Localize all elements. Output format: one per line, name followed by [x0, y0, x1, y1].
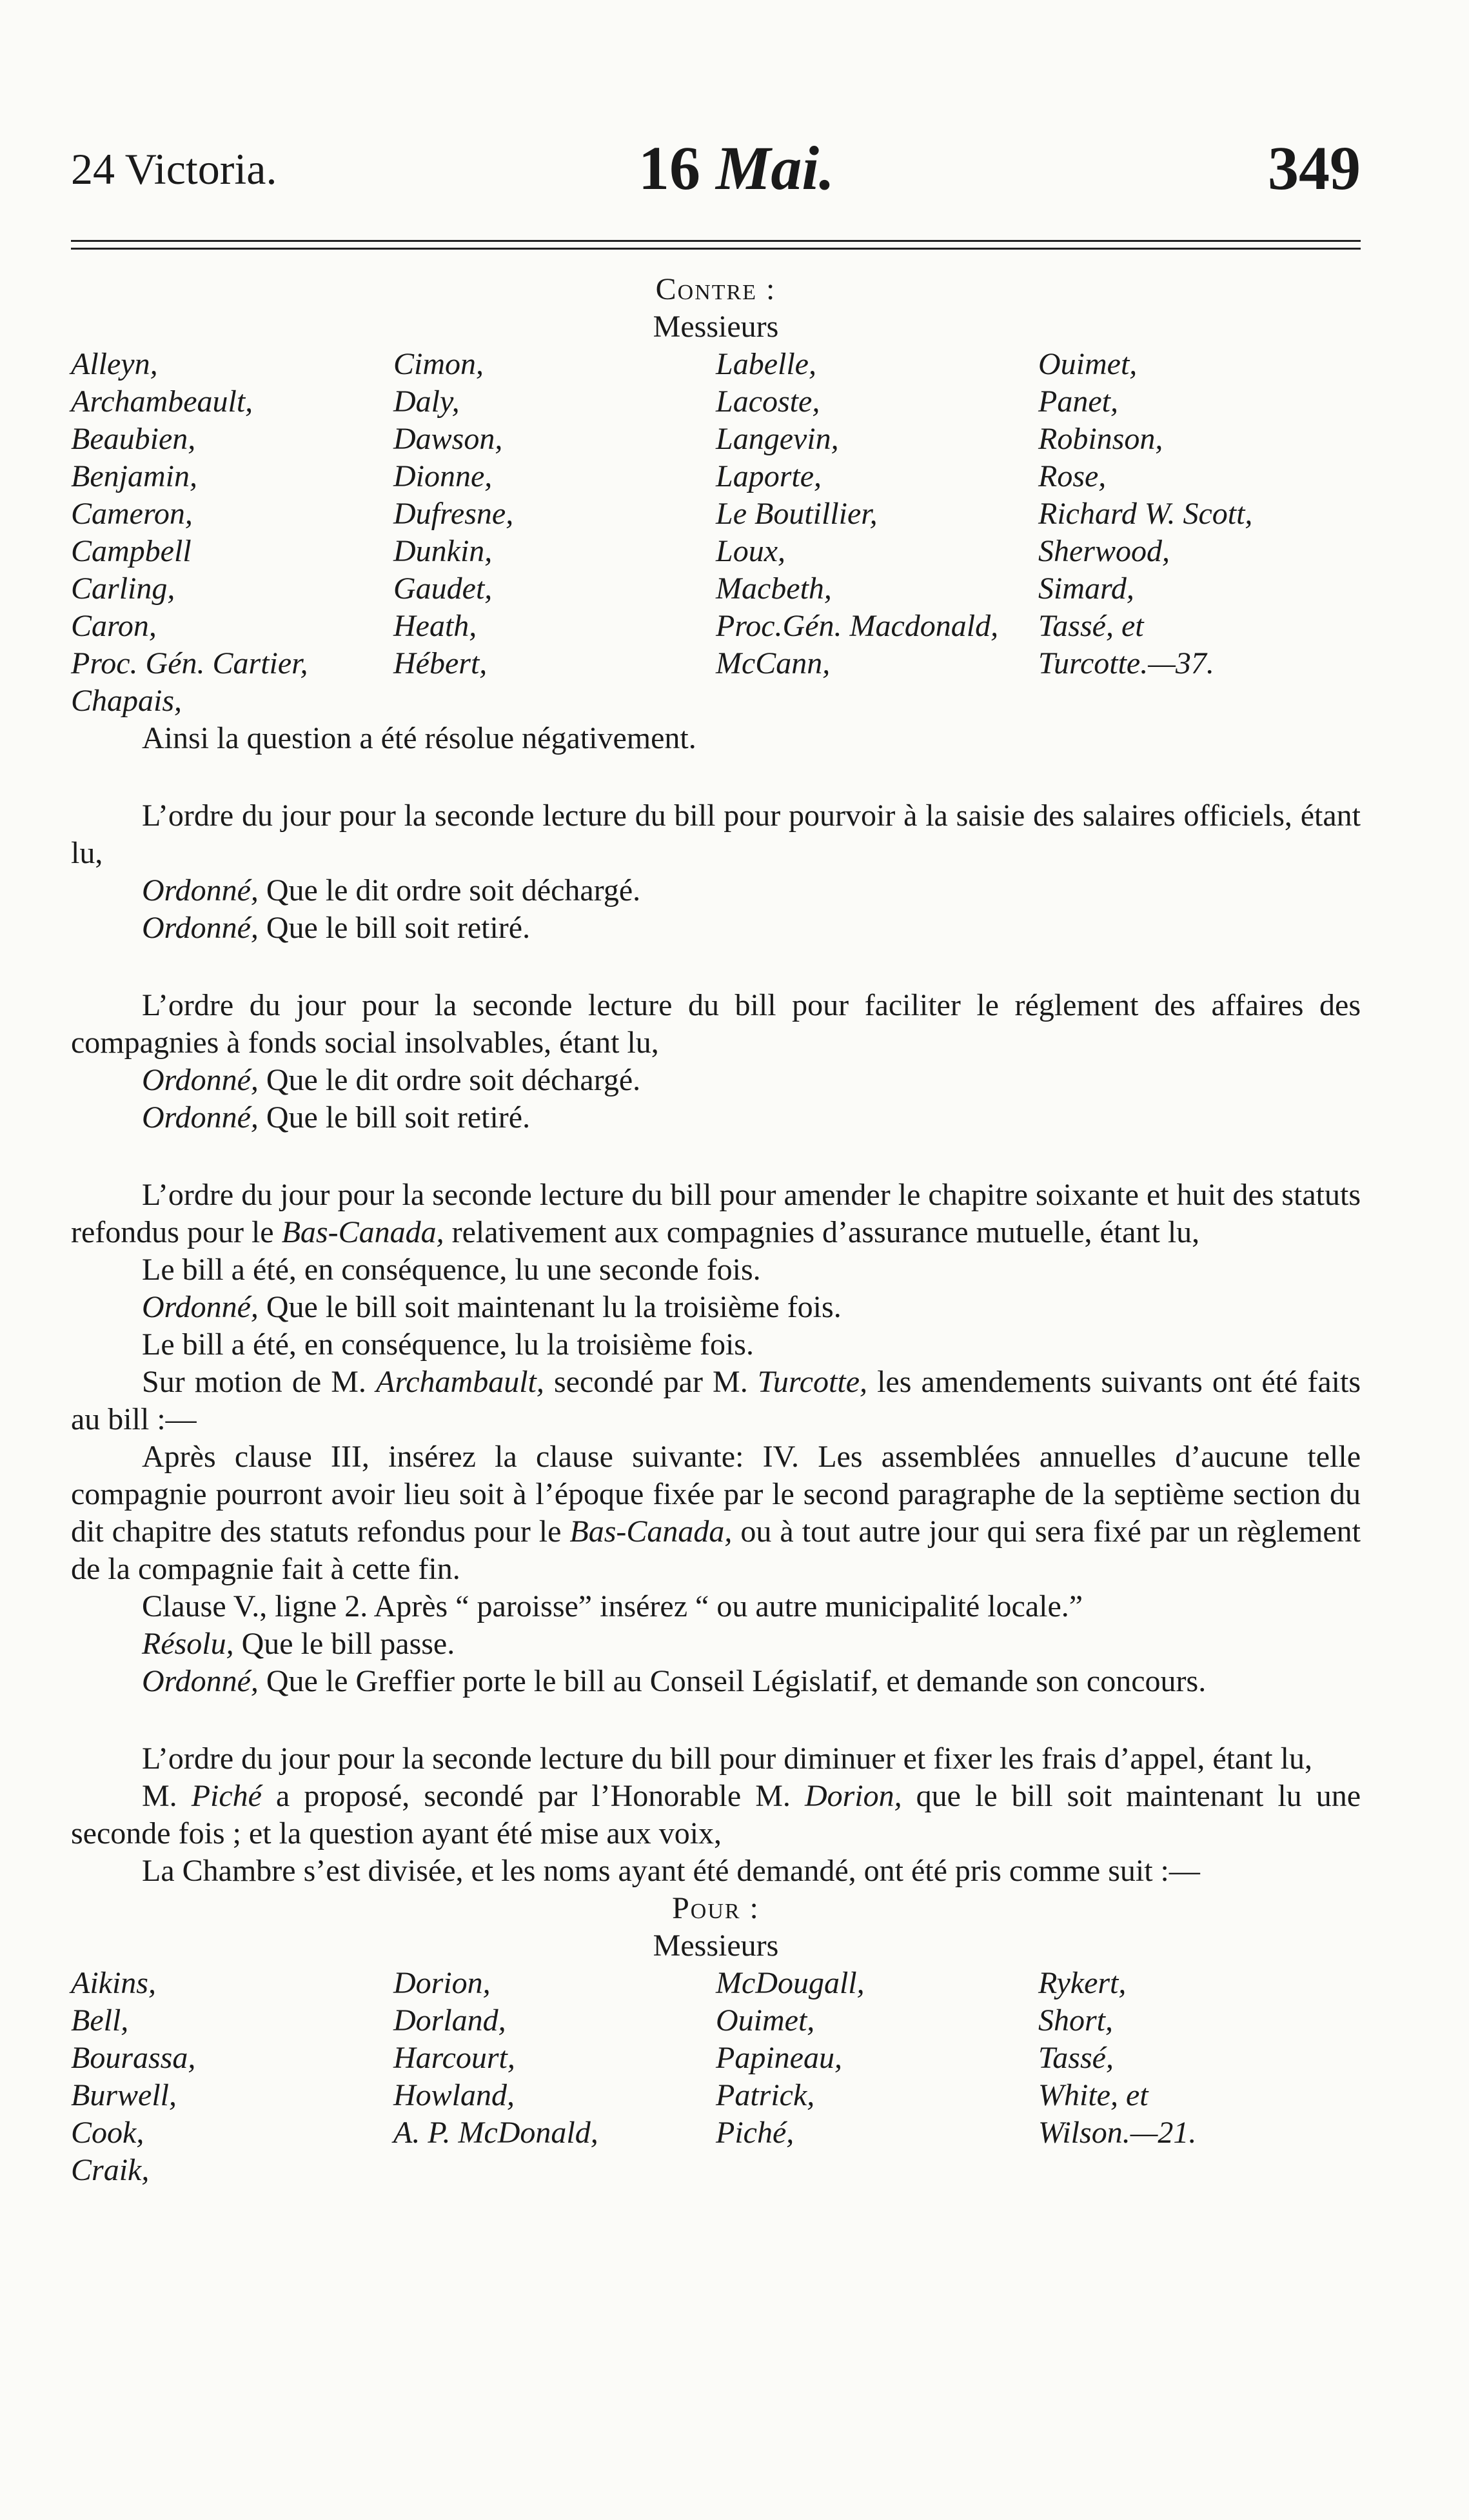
- member-name: Alleyn,: [71, 347, 158, 381]
- place-name: Bas-Canada,: [281, 1215, 444, 1249]
- order-discharged-line: [71, 872, 1361, 909]
- contre-name-list: [71, 346, 1361, 720]
- date-heading: [638, 132, 834, 204]
- page-body: [71, 271, 1361, 2189]
- member-name: Hébert,: [393, 646, 488, 680]
- member-name: Short,: [1038, 2003, 1114, 2038]
- mover-name: Piché: [191, 1779, 262, 1813]
- member-name: Campbell: [71, 534, 192, 568]
- pour-column-1: [71, 1965, 393, 2189]
- page-header: [71, 132, 1361, 210]
- pour-column-3: [716, 1965, 1038, 2189]
- header-rule-top: [71, 240, 1361, 242]
- order-discharged-line: [71, 1062, 1361, 1099]
- bill-withdrawn-line: [71, 1099, 1361, 1136]
- second-reading-line: Le bill a été, en conséquence, lu une seconde fois.: [142, 1253, 761, 1287]
- member-name: Carling,: [71, 571, 175, 606]
- date-day: 16: [638, 134, 700, 203]
- seconder-name: Turcotte,: [757, 1365, 868, 1399]
- member-name: Loux,: [716, 534, 785, 568]
- member-name: Ouimet,: [716, 2003, 815, 2038]
- member-name: Laporte,: [716, 459, 822, 493]
- pour-column-4: [1038, 1965, 1361, 2189]
- member-name: Dunkin,: [393, 534, 493, 568]
- order-salaires-paragraph: L’ordre du jour pour la seconde lecture du bill pour pourvoir à la saisie des salaires officiels, étant lu,: [71, 799, 1361, 870]
- order-text: Que le bill soit retiré.: [258, 911, 531, 945]
- member-name: Harcourt,: [393, 2041, 515, 2075]
- page-number: 349: [1268, 134, 1361, 203]
- piche-motion-paragraph: M. Piché a proposé, secondé par l’Honorable M. Dorion, que le bill soit maintenant lu une seconde fois ; et la question ayant été mise aux voix,: [71, 1779, 1361, 1850]
- member-name: Dionne,: [393, 459, 493, 493]
- member-name: Lacoste,: [716, 384, 820, 419]
- member-name: Proc. Gén. Cartier,: [71, 646, 308, 680]
- member-name: Dorland,: [393, 2003, 506, 2038]
- member-name: McDougall,: [716, 1966, 865, 2000]
- greffier-order-line: Ordonné, Que le Greffier porte le bill au Conseil Législatif, et demande son concours.: [142, 1664, 1207, 1698]
- member-name: Tassé,: [1038, 2041, 1114, 2075]
- place-name: Bas-Canada,: [569, 1514, 733, 1549]
- pour-column-2: [393, 1965, 716, 2189]
- ordonne-label: Ordonné,: [142, 911, 259, 945]
- third-reading-order-line: [71, 1289, 1361, 1326]
- member-name: Rose,: [1038, 459, 1107, 493]
- member-name: Bell,: [71, 2003, 129, 2038]
- contre-result: Ainsi la question a été résolue négativement.: [142, 721, 696, 755]
- member-name: Ouimet,: [1038, 347, 1138, 381]
- member-name: Papineau,: [716, 2041, 842, 2075]
- pour-name-list: [71, 1965, 1361, 2189]
- member-name: Dawson,: [393, 422, 503, 456]
- member-name: Wilson.—21.: [1038, 2116, 1197, 2150]
- member-name: McCann,: [716, 646, 831, 680]
- contre-column-4: [1038, 346, 1361, 720]
- contre-column-3: [716, 346, 1038, 720]
- third-reading-line: Le bill a été, en conséquence, lu la troisième fois.: [142, 1327, 754, 1362]
- ordonne-label: Ordonné,: [142, 873, 259, 908]
- order-assurance-paragraph: L’ordre du jour pour la seconde lecture du bill pour amender le chapitre soixante et huit des statuts refondus pour le Bas-Canada, relativement aux compagnies d’assurance mutuelle, étant lu,: [71, 1178, 1361, 1249]
- resolu-label: Résolu,: [142, 1627, 234, 1661]
- member-name: Panet,: [1038, 384, 1118, 419]
- member-name: Robinson,: [1038, 422, 1163, 456]
- member-name: Gaudet,: [393, 571, 493, 606]
- member-name: Dorion,: [393, 1966, 491, 2000]
- pour-subheading: Messieurs: [653, 1929, 779, 1963]
- date-month: Mai.: [716, 134, 835, 203]
- order-text: Que le dit ordre soit déchargé.: [258, 1063, 641, 1097]
- order-text: Que le dit ordre soit déchargé.: [258, 873, 641, 908]
- order-text: Que le bill soit retiré.: [258, 1100, 531, 1135]
- member-name: Dufresne,: [393, 497, 514, 531]
- mover-name: Archambault,: [376, 1365, 544, 1399]
- division-line: La Chambre s’est divisée, et les noms ayant été demandé, ont été pris comme suit :—: [142, 1854, 1200, 1888]
- resolu-line: Résolu, Que le bill passe.: [142, 1627, 455, 1661]
- member-name: Piché,: [716, 2116, 794, 2150]
- contre-heading: Contre :: [655, 272, 776, 306]
- pour-heading: Pour :: [672, 1891, 760, 1925]
- ordonne-label: Ordonné,: [142, 1290, 259, 1324]
- order-compagnies-paragraph: L’ordre du jour pour la seconde lecture du bill pour faciliter le réglement des affaires des compagnies à fonds social insolvables, étant lu,: [71, 988, 1361, 1060]
- order-text: Que le bill soit maintenant lu la troisième fois.: [258, 1290, 842, 1324]
- member-name: Richard W. Scott,: [1038, 497, 1253, 531]
- amendment-motion-paragraph: Sur motion de M. Archambault, secondé par M. Turcotte, les amendements suivants ont été faits au bill :—: [71, 1365, 1361, 1436]
- member-name: White, et: [1038, 2078, 1149, 2112]
- header-rule-bottom: [71, 248, 1361, 250]
- clause-amendment-paragraph: Après clause III, insérez la clause suivante: IV. Les assemblées annuelles d’aucune telle compagnie pourront avoir lieu soit à l’époque fixée par le second paragraphe de la septième section du dit chapitre des statuts refondus pour le Bas-Canada, ou à tout autre jour qui sera fixé par un règlement de la compagnie fait à cette fin.: [71, 1440, 1361, 1586]
- session-label: 24 Victoria.: [71, 144, 277, 193]
- member-name: Langevin,: [716, 422, 839, 456]
- contre-subheading: Messieurs: [653, 310, 779, 344]
- member-name: Sherwood,: [1038, 534, 1170, 568]
- order-frais-appel-paragraph: L’ordre du jour pour la seconde lecture du bill pour diminuer et fixer les frais d’appel, étant lu,: [142, 1741, 1312, 1776]
- member-name: Archambeault,: [71, 384, 253, 419]
- member-name: Cameron,: [71, 497, 193, 531]
- member-name: Aikins,: [71, 1966, 156, 2000]
- seconder-name: Dorion,: [804, 1779, 902, 1813]
- member-name: Turcotte.—37.: [1038, 646, 1214, 680]
- member-name: Cimon,: [393, 347, 484, 381]
- member-name: Patrick,: [716, 2078, 815, 2112]
- member-name: Rykert,: [1038, 1966, 1127, 2000]
- member-name: Burwell,: [71, 2078, 177, 2112]
- member-name: Caron,: [71, 609, 157, 643]
- ordonne-label: Ordonné,: [142, 1063, 259, 1097]
- member-name: Chapais,: [71, 684, 182, 718]
- contre-column-2: [393, 346, 716, 720]
- member-name: Labelle,: [716, 347, 816, 381]
- contre-column-1: [71, 346, 393, 720]
- member-name: Daly,: [393, 384, 460, 419]
- member-name: Howland,: [393, 2078, 515, 2112]
- ordonne-label: Ordonné,: [142, 1664, 259, 1698]
- member-name: A. P. McDonald,: [393, 2116, 598, 2150]
- member-name: Tassé, et: [1038, 609, 1144, 643]
- member-name: Le Boutillier,: [716, 497, 878, 531]
- member-name: Macbeth,: [716, 571, 832, 606]
- member-name: Bourassa,: [71, 2041, 196, 2075]
- member-name: Cook,: [71, 2116, 144, 2150]
- member-name: Craik,: [71, 2153, 150, 2187]
- member-name: Proc.Gén. Macdonald,: [716, 609, 999, 643]
- member-name: Beaubien,: [71, 422, 196, 456]
- member-name: Heath,: [393, 609, 477, 643]
- bill-withdrawn-line: [71, 909, 1361, 947]
- clause-v-amendment: Clause V., ligne 2. Après “ paroisse” insérez “ ou autre municipalité locale.”: [142, 1589, 1083, 1623]
- member-name: Benjamin,: [71, 459, 197, 493]
- ordonne-label: Ordonné,: [142, 1100, 259, 1135]
- member-name: Simard,: [1038, 571, 1134, 606]
